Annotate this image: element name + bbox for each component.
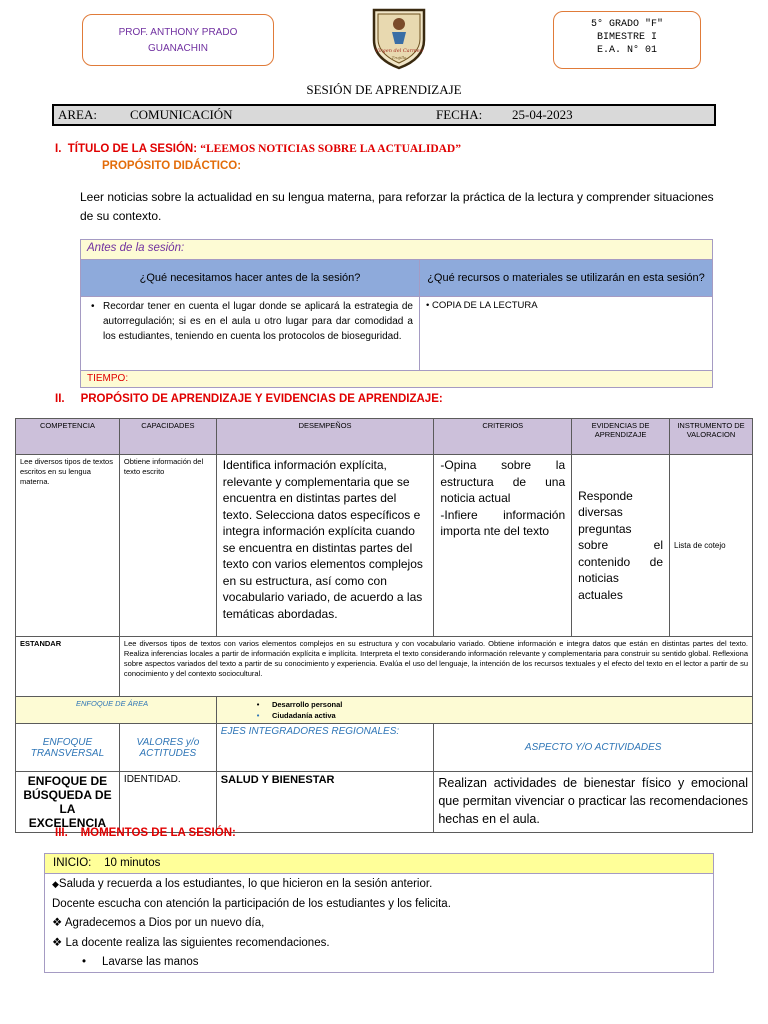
purpose-text: Leer noticias sobre la actualidad en su lengua materna, para reforzar la práctica de la lectura y comprender situaciones de su contexto. [80, 190, 714, 223]
col-header-criterios: CRITERIOS [434, 419, 572, 455]
transversal-header-valores: VALORES y/o ACTITUDES [119, 724, 216, 772]
section-3-label: MOMENTOS DE LA SESIÓN: [80, 827, 236, 839]
page-title: SESIÓN DE APRENDIZAJE [306, 82, 462, 97]
svg-text:Virgen del Carmen: Virgen del Carmen [375, 48, 423, 54]
diamond-bullet-icon: ◆ [52, 879, 59, 889]
col-header-instrumento: INSTRUMENTO DE VALORACION [670, 419, 753, 455]
inicio-line [52, 934, 713, 954]
tiempo-label: TIEMPO: [81, 371, 713, 388]
bullet-icon: • [82, 956, 87, 968]
svg-text:Trujillo: Trujillo [391, 55, 407, 60]
instrumento-cell: Lista de cotejo [670, 455, 753, 637]
inicio-label: INICIO: [53, 857, 92, 869]
enfoque-area-items [216, 697, 752, 724]
before-col1-cell [81, 297, 420, 371]
section-3-number: III. [55, 827, 68, 839]
inicio-header [45, 854, 713, 874]
before-col1-header: ¿Qué necesitamos hacer antes de la sesión? [81, 260, 420, 297]
enfoque-area-item [257, 699, 748, 710]
section-3-heading [55, 827, 236, 839]
teacher-box [82, 14, 274, 66]
inicio-line-text: Lavarse las manos [102, 956, 199, 968]
bullet-icon: • [91, 301, 95, 312]
before-caption: Antes de la sesión: [81, 240, 713, 260]
inicio-body [45, 874, 713, 973]
enfoque-area-item-label: Ciudadanía activa [271, 711, 336, 720]
ea-number-line: E.A. N° 01 [596, 45, 657, 56]
bullet-icon: • [426, 300, 430, 311]
inicio-time: 10 minutos [104, 857, 161, 869]
section-1-label: TÍTULO DE LA SESIÓN: [67, 143, 198, 155]
competencia-cell: Lee diversos tipos de textos escritos en su lengua materna. [16, 455, 120, 637]
bullet-icon: • [256, 711, 260, 720]
capacidades-cell: Obtiene información del texto escrito [119, 455, 216, 637]
inicio-line [52, 875, 713, 895]
school-crest-logo [366, 6, 432, 70]
grade-line: 5° GRADO "F" [590, 19, 663, 30]
section-2-label: PROPÓSITO DE APRENDIZAJE Y EVIDENCIAS DE APRENDIZAJE: [80, 393, 443, 405]
inicio-line-text: Agradecemos a Dios por un nuevo día, [64, 917, 265, 929]
inicio-line: Docente escucha con atención la participación de los estudiantes y los felicita. [52, 897, 451, 910]
col-header-evidencias: EVIDENCIAS DE APRENDIZAJE [572, 419, 670, 455]
teacher-name-line2: GUANACHIN [147, 43, 208, 54]
area-value: COMUNICACIÓN [130, 107, 233, 122]
learning-purpose-table [15, 418, 753, 833]
before-col2-cell [420, 297, 713, 371]
estandar-label: ESTANDAR [16, 637, 120, 697]
enfoque-area-item [257, 710, 748, 721]
criterio-item: -Opina sobre la estructura de una noticia actual [440, 458, 566, 505]
before-session-table [80, 239, 713, 388]
transversal-aspecto-value: Realizan actividades de bienestar físico y emocional que permitan vivenciar o practicar las recomendaciones hechas en el aula. [434, 772, 753, 833]
criterio-item: -Infiere información importa nte del texto [440, 507, 566, 538]
inicio-line [52, 914, 713, 934]
four-diamond-bullet-icon: ❖ [52, 917, 63, 929]
desempenos-cell: Identifica información explícita, relevante y complementaria que se encuentra en distintas partes del texto. Selecciona datos específicos e integra información explícita cuando se encuentra en distintas partes del texto con varios elementos complejos en su estructura, así como con vocabulario variado, de acuerdo a las temáticas abordadas. [216, 455, 434, 637]
transversal-header-ejes: EJES INTEGRADORES REGIONALES: [216, 724, 434, 772]
session-title-value: “LEEMOS NOTICIAS SOBRE LA ACTUALIDAD” [200, 143, 461, 155]
estandar-text: Lee diversos tipos de textos con varios elementos complejos en su estructura y con vocabulario variado. Obtiene información e integra datos que están en distintas partes del texto. Realiza inferencias locales a partir de información explícita e implícita. Interpreta el texto considerando información relevante y complementaria para construir su sentido global. Reflexiona sobre aspectos variados del texto a partir de su conocimiento y experiencia. Evalúa el uso del lenguaje, la intención de los recursos textuales y el efecto del texto en el lector a partir de su conocimiento y del contexto sociocultural. [119, 637, 752, 697]
section-1-heading [55, 143, 461, 155]
evidencias-cell: Responde diversas preguntas sobre el contenido de noticias actuales [572, 455, 670, 637]
section-2-number: II. [55, 393, 65, 405]
inicio-box [44, 853, 714, 973]
col-header-capacidades: CAPACIDADES [119, 419, 216, 455]
section-1-number: I. [55, 143, 62, 155]
before-col2-text: COPIA DE LA LECTURA [431, 300, 538, 311]
date-label: FECHA: [436, 107, 483, 122]
criterios-cell [434, 455, 572, 637]
section-2-heading [55, 393, 443, 405]
transversal-header-enfoque: ENFOQUE TRANSVERSAL [16, 724, 120, 772]
enfoque-area-item-label: Desarrollo personal [271, 700, 343, 709]
transversal-eje-value: SALUD Y BIENESTAR [216, 772, 434, 833]
area-label: AREA: [58, 107, 97, 122]
before-col2-header: ¿Qué recursos o materiales se utilizarán en esta sesión? [420, 260, 713, 297]
area-date-bar [52, 104, 716, 126]
inicio-line-text: Saluda y recuerda a los estudiantes, lo que hicieron en la sesión anterior. [58, 878, 433, 890]
date-value: 25-04-2023 [512, 107, 573, 122]
bimestre-line: BIMESTRE I [596, 32, 657, 43]
four-diamond-bullet-icon: ❖ [52, 936, 63, 949]
transversal-valor-value: IDENTIDAD. [119, 772, 216, 833]
col-header-desempenos: DESEMPEÑOS [216, 419, 434, 455]
purpose-label: PROPÓSITO DIDÁCTICO: [102, 160, 242, 172]
transversal-header-aspecto: ASPECTO Y/O ACTIVIDADES [434, 724, 753, 772]
col-header-competencia: COMPETENCIA [16, 419, 120, 455]
bullet-icon: • [256, 700, 260, 709]
transversal-enfoque-value: ENFOQUE DE BÚSQUEDA DE LA EXCELENCIA [16, 772, 120, 833]
grade-box [553, 11, 701, 69]
inicio-line [52, 953, 713, 973]
enfoque-area-label: ENFOQUE DE ÁREA [16, 697, 217, 724]
inicio-line-text: La docente realiza las siguientes recomendaciones. [65, 936, 330, 949]
teacher-name-line1: PROF. ANTHONY PRADO [118, 27, 238, 38]
before-col1-text: Recordar tener en cuenta el lugar donde se aplicará la estrategia de autorregulación; si es en el aula u otro lugar para dar comodidad a los estudiantes, teniendo en cuenta los protocolos de bioseguridad. [103, 301, 413, 342]
